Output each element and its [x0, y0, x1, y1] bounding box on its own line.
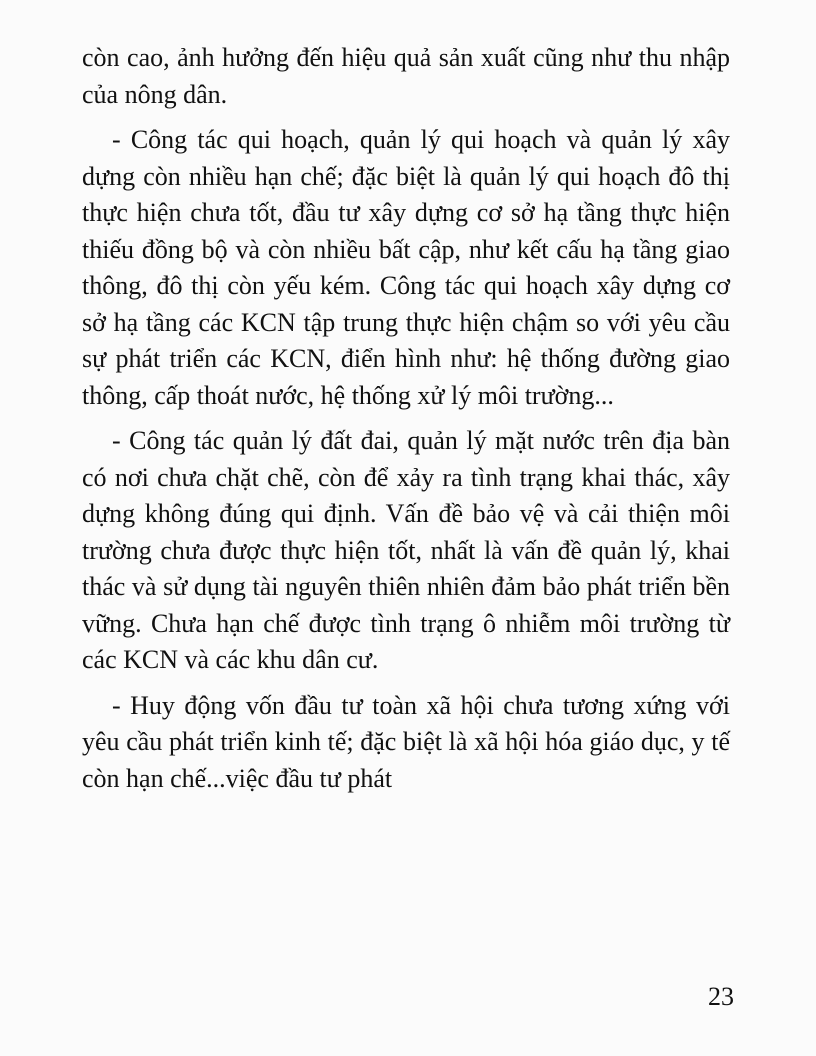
paragraph-investment: - Huy động vốn đầu tư toàn xã hội chưa tương xứng với yêu cầu phát triển kinh tế; đặc biệt là xã hội hóa giáo dục, y tế còn hạn chế...việc đầu tư phát — [82, 690, 730, 793]
paragraph-continuation: còn cao, ảnh hưởng đến hiệu quả sản xuất cũng như thu nhập của nông dân. — [82, 43, 730, 109]
body-text — [82, 40, 730, 806]
paragraph-land-management: - Công tác quản lý đất đai, quản lý mặt nước trên địa bàn có nơi chưa chặt chẽ, còn để xảy ra tình trạng khai thác, xây dựng không đúng qui định. Vấn đề bảo vệ và cải thiện môi trường chưa được thực hiện tốt, nhất là vấn đề quản lý, khai thác và sử dụng tài nguyên thiên nhiên đảm bảo phát triển bền vững. Chưa hạn chế được tình trạng ô nhiễm môi trường từ các KCN và các khu dân cư. — [82, 426, 730, 674]
page-number: 23 — [708, 982, 734, 1011]
paragraph-planning: - Công tác qui hoạch, quản lý qui hoạch và quản lý xây dựng còn nhiều hạn chế; đặc biệt là quản lý qui hoạch đô thị thực hiện chưa tốt, đầu tư xây dựng cơ sở hạ tầng thực hiện thiếu đồng bộ và còn nhiều bất cập, như kết cấu hạ tầng giao thông, đô thị còn yếu kém. Công tác qui hoạch xây dựng cơ sở hạ tầng các KCN tập trung thực hiện chậm so với yêu cầu sự phát triển các KCN, điển hình như: hệ thống đường giao thông, cấp thoát nước, hệ thống xử lý môi trường... — [82, 125, 730, 410]
